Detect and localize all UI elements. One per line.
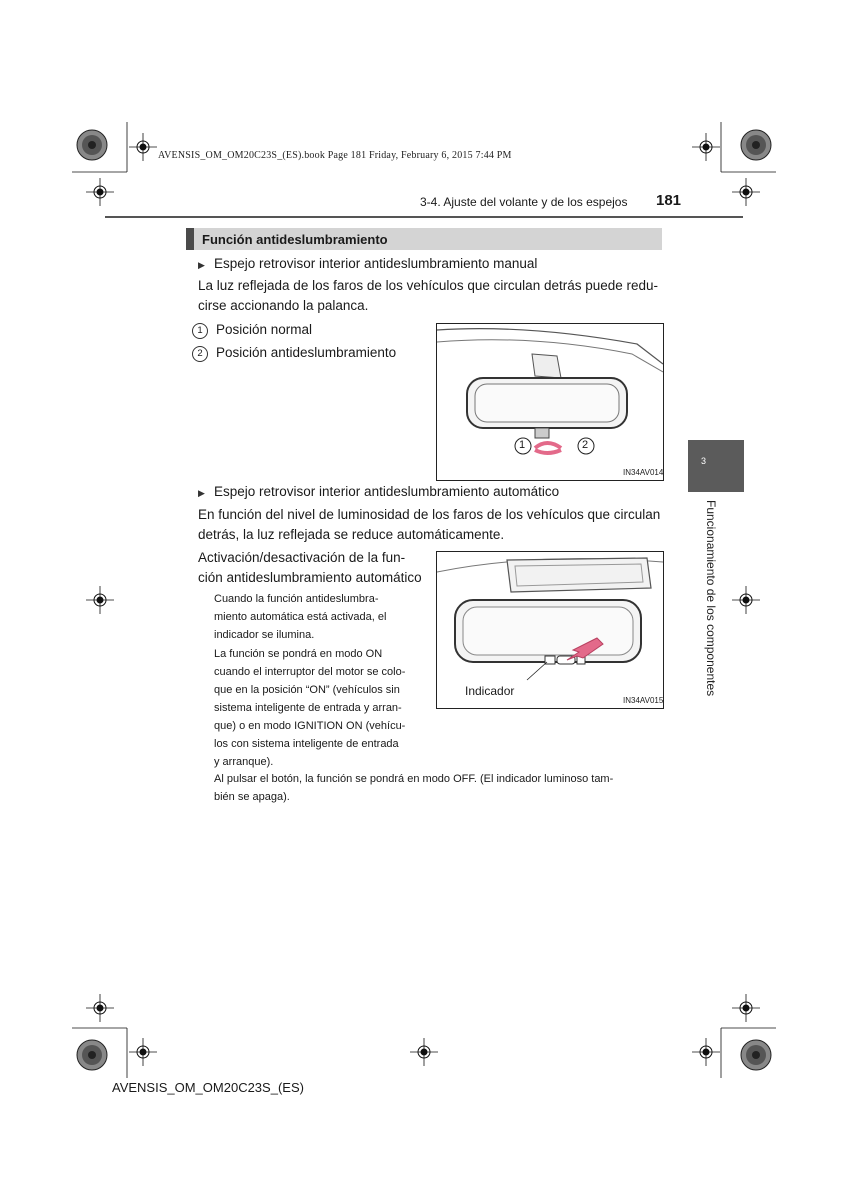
note2-line7: y arranque). xyxy=(214,756,274,768)
note3-line2: bién se apaga). xyxy=(214,791,290,803)
activation-line2: ción antideslumbramiento automático xyxy=(198,570,422,585)
note1-line3: indicador se ilumina. xyxy=(214,629,315,641)
triangle-bullet-icon: ▶ xyxy=(198,488,205,498)
indicator-label: Indicador xyxy=(465,684,515,698)
figure-code-1: IN34AV014 xyxy=(623,468,664,477)
note2-line6: los con sistema inteligente de entrada xyxy=(214,738,399,750)
manual-mirror-illustration xyxy=(437,324,663,480)
automatic-description-line2: detrás, la luz reflejada se reduce automáticamente. xyxy=(198,527,505,542)
manual-description-line1: La luz reflejada de los faros de los vehículos que circulan detrás puede redu- xyxy=(198,278,659,293)
section-title: Función antideslumbramiento xyxy=(202,232,388,247)
note2-line1: La función se pondrá en modo ON xyxy=(214,648,383,660)
position-item-2 xyxy=(192,343,396,363)
note2-line2: cuando el interruptor del motor se colo- xyxy=(214,666,406,678)
automatic-mirror-figure xyxy=(436,551,664,709)
note1-line1: Cuando la función antideslumbra- xyxy=(214,593,379,605)
chapter-tab-number: 3 xyxy=(701,456,707,466)
figure-callout-1: 1 xyxy=(519,439,526,451)
chapter-title: 3-4. Ajuste del volante y de los espejos xyxy=(420,195,628,209)
position-normal-label: Posición normal xyxy=(216,322,313,337)
note1-line2: miento automática está activada, el xyxy=(214,611,387,623)
automatic-description-line1: En función del nivel de luminosidad de los faros de los vehículos que circulan xyxy=(198,507,661,522)
page-number: 181 xyxy=(656,192,682,209)
manual-mirror-figure xyxy=(436,323,664,481)
triangle-bullet-icon: ▶ xyxy=(198,260,205,270)
number-circle-2: 2 xyxy=(192,346,208,362)
note2-line5: que) o en modo IGNITION ON (vehícu- xyxy=(214,720,406,732)
figure-callout-2: 2 xyxy=(582,439,589,451)
number-circle-1: 1 xyxy=(192,323,208,339)
activation-text-1: Activación/desactivación de la fun- xyxy=(198,550,406,565)
print-header: AVENSIS_OM_OM20C23S_(ES).book Page 181 Friday, February 6, 2015 7:44 PM xyxy=(158,150,512,161)
chapter-tab xyxy=(688,440,744,492)
chapter-tab-label: Funcionamiento de los componentes xyxy=(704,500,718,697)
section-heading xyxy=(186,228,662,250)
header-rule xyxy=(105,216,743,218)
automatic-bullet-text: Espejo retrovisor interior antideslumbramiento automático xyxy=(214,484,560,499)
position-item-1 xyxy=(192,320,312,340)
activation-line1 xyxy=(198,548,422,568)
note2-line3: que en la posición “ON” (vehículos sin xyxy=(214,684,400,696)
manual-bullet-text: Espejo retrovisor interior antideslumbramiento manual xyxy=(214,256,538,271)
manual-bullet-item xyxy=(198,254,537,275)
figure-code-2: IN34AV015 xyxy=(623,696,664,705)
footer-doc-code: AVENSIS_OM_OM20C23S_(ES) xyxy=(112,1080,304,1095)
automatic-bullet-item xyxy=(198,482,559,503)
position-antiglare-label: Posición antideslumbramiento xyxy=(216,345,397,360)
note2-line4: sistema inteligente de entrada y arran- xyxy=(214,702,402,714)
note3-line1: Al pulsar el botón, la función se pondrá en modo OFF. (El indicador luminoso tam- xyxy=(214,773,614,785)
manual-description-line2: cirse accionando la palanca. xyxy=(198,298,369,313)
